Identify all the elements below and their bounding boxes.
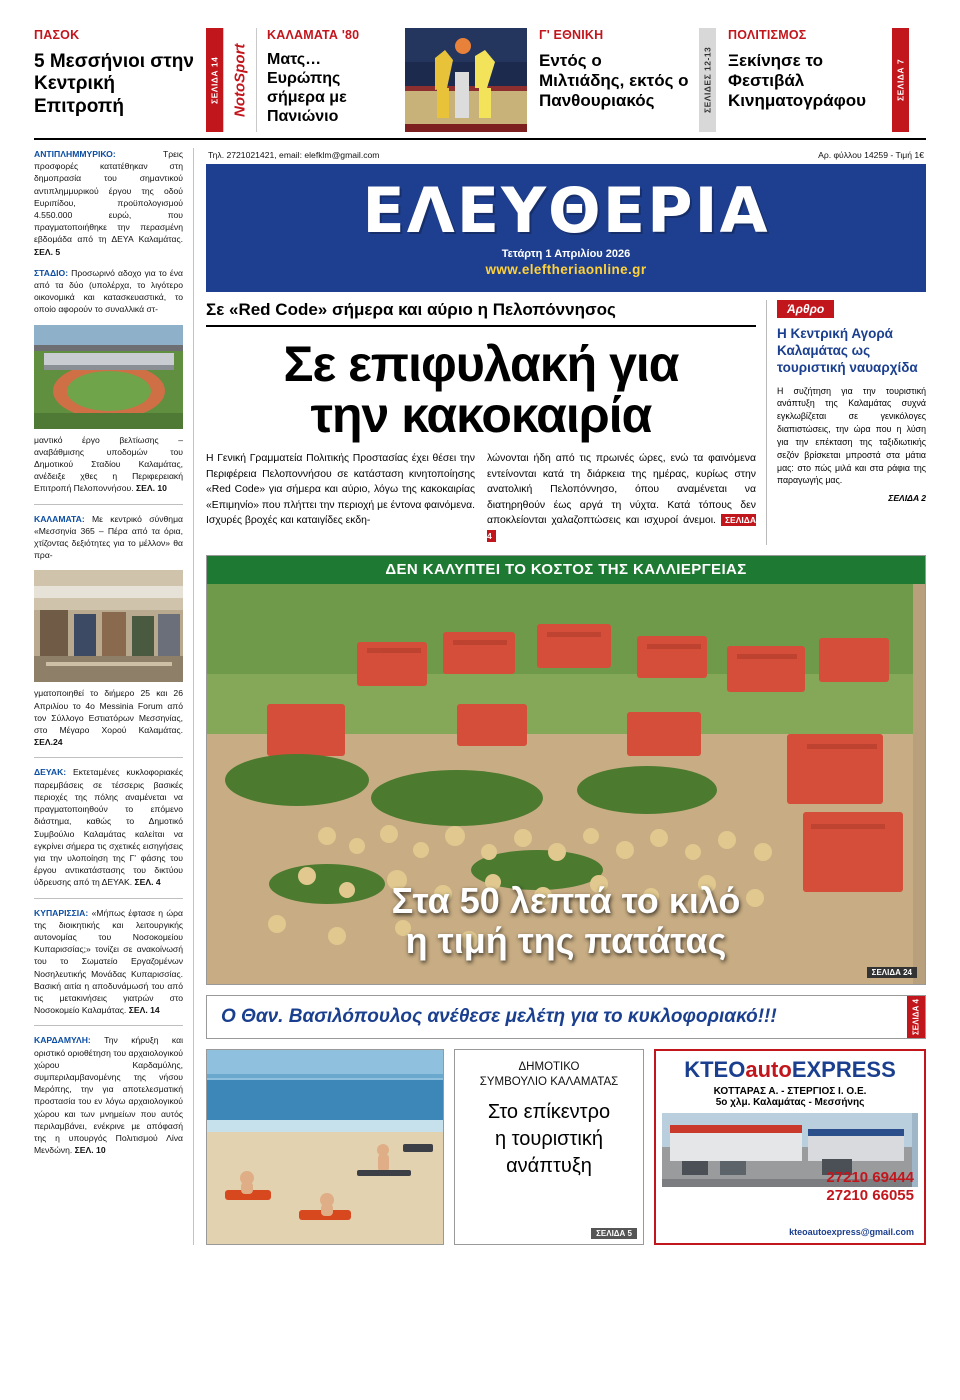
teaser-kicker: ΠΟΛΙΤΙΣΜΟΣ: [728, 28, 807, 42]
brief-divider: [34, 504, 183, 505]
event-photo-illustration: [34, 570, 183, 682]
ad-title-kteo: KTEO: [684, 1056, 746, 1082]
left-briefs-column: [34, 148, 194, 1245]
brief-divider: [34, 1025, 183, 1026]
council-kicker-2: ΣΥΜΒΟΥΛΙΟ ΚΑΛΑΜΑΤΑΣ: [479, 1075, 619, 1088]
ad-phone-1: 27210 69444: [826, 1168, 914, 1186]
lead-body-col-2: [487, 451, 756, 545]
ad-address-line: 5ο χλμ. Καλαμάτας - Μεσσήνης: [715, 1096, 865, 1108]
brief-page-ref: ΣΕΛ. 10: [136, 483, 167, 494]
teaser-title: 5 Μεσσήνιοι στην Κεντρική Επιτροπή: [34, 51, 194, 117]
council-headline-1: Στο επίκεντρο: [487, 1100, 611, 1123]
brief-lead: ΔΕΥΑΚ:: [34, 767, 67, 778]
lead-headline: [206, 336, 756, 443]
contact-info: Τηλ. 2721021421, email: elefklm@gmail.com: [208, 150, 380, 160]
masthead-meta: [206, 148, 926, 164]
brief-page-ref: ΣΕΛ. 5: [34, 246, 61, 257]
brief-item[interactable]: [34, 148, 183, 258]
feature-caption-line-1: Στα 50 λεπτά το κιλό: [391, 880, 741, 922]
brief-page-ref: ΣΕΛ. 4: [134, 877, 161, 888]
main-content-column: [194, 148, 926, 1245]
ad-phone-2: 27210 66055: [826, 1186, 914, 1204]
brief-lead: ΚΑΡΔΑΜΥΛΗ:: [34, 1035, 91, 1046]
ad-title-auto: auto: [745, 1056, 792, 1082]
brief-text: Τρεις προσφορές κατατέθηκαν στη δημοπρασία του σημαντικού αντιπλημμυρικού έργου της οδού Ευριπίδου, προϋπολογισμού 4.550.000 ευρώ, που πραγματοποιήθηκε την περασμένη εβδομάδα από τη ΔΕΥΑ Καλαμάτας.: [34, 149, 183, 245]
lead-headline-line-1: Σε επιφυλακή για: [283, 336, 679, 392]
brief-text: «Μήπως έφτασε η ώρα της διοικητικής και λειτουργικής αυτονομίας του Νοσοκομείου Κυπαρισσίας;» τονίζει σε ανακοίνωσή του το Σωματείο Εργαζομένων Νοσηλευτικής Μονάδας Κυπαρισσίας. Βασική αιτία η αποδυνάμωσή του από τις μετακινήσεις γιατρών στο Νοσοκομείο Καλαμάτας.: [34, 907, 183, 1016]
teaser-title: Ξεκίνησε το Φεστιβάλ Κινηματογράφου: [728, 51, 867, 111]
opinion-tab: Άρθρο: [777, 300, 834, 318]
brief-item[interactable]: [34, 907, 183, 1017]
masthead: [206, 164, 926, 292]
teaser-g-ethniki[interactable]: [527, 28, 699, 132]
teaser-kicker: Γ' ΕΘΝΙΚΗ: [539, 28, 604, 42]
promo-banner[interactable]: [206, 995, 926, 1039]
ad-email[interactable]: kteoautoexpress@gmail.com: [789, 1226, 914, 1237]
header-divider: [34, 138, 926, 140]
lead-page-ref[interactable]: ΣΕΛΙΔΑ 4: [487, 515, 757, 542]
brief-photo-stadium: [34, 325, 183, 429]
brief-lead: ΑΝΤΙΠΛΗΜΜΥΡΙΚΟ:: [34, 149, 116, 159]
opinion-title: Η Κεντρική Αγορά Καλαμάτας ως τουριστική ναυαρχίδα: [777, 326, 918, 375]
ad-title: [656, 1057, 924, 1083]
main-grid: [34, 148, 926, 1245]
ad-phone-numbers: [826, 1169, 914, 1206]
feature-caption-line-2: η τιμή της πατάτας: [405, 920, 727, 962]
lead-body-col-1: Η Γενική Γραμματεία Πολιτικής Προστασίας έχει θέσει την Περιφέρεια Πελοποννήσου σε κατάσταση κινητοποίησης «Red Code» για σήμερα και αύριο, λόγω της κακοκαιρίας «Επιμηνίο» που πλήττει την περιοχή με έντονα φαινόμενα. Ισχυρές βροχές και καταιγίδες εκδη-: [206, 453, 475, 527]
teaser-pasok[interactable]: [34, 28, 206, 132]
teaser-kicker: ΠΑΣΟΚ: [34, 28, 80, 42]
brief-item[interactable]: [34, 513, 183, 562]
feature-caption: [207, 881, 925, 962]
brief-divider: [34, 898, 183, 899]
lead-headline-line-2: την κακοκαιρία: [310, 387, 652, 443]
teaser-page-tab-pasok: ΣΕΛΙΔΑ 14: [206, 28, 223, 132]
brief-item[interactable]: [34, 434, 183, 495]
brief-item[interactable]: [34, 1034, 183, 1156]
promo-banner-text: Ο Θαν. Βασιλόπουλος ανέθεσε μελέτη για το κυκλοφοριακό!!!: [221, 1005, 777, 1027]
bottom-row: [206, 1049, 926, 1245]
brief-text: Με κεντρικό σύνθημα «Μεσσηνία 365 – Πέρα από τα όρια, χτίζοντας δεξιότητες για το μέλλον» θα πρα-: [34, 513, 183, 561]
brief-photo-event: [34, 570, 183, 682]
teaser-title: Εντός ο Μιλτιάδης, εκτός ο Πανθουριακός: [539, 51, 689, 111]
brief-divider: [34, 757, 183, 758]
opinion-page-ref: ΣΕΛΙΔΑ 2: [888, 493, 926, 504]
feature-photo-story[interactable]: [206, 555, 926, 985]
top-teaser-strip: [34, 28, 926, 132]
teaser-photo-basketball: [405, 28, 527, 132]
brief-text: γματοποιηθεί το διήμερο 25 και 26 Απριλίου το 4ο Messinia Forum από τον Σύλλογο Εστιατόρων Μεσσηνίας, στο Μέγαρο Χορού Καλαμάτας.: [34, 688, 183, 736]
lead-kicker: Σε «Red Code» σήμερα και αύριο η Πελοπόννησος: [206, 300, 756, 327]
brief-page-ref: ΣΕΛ. 10: [74, 1145, 106, 1156]
brief-item[interactable]: [34, 267, 183, 316]
beach-photo-illustration: [207, 1050, 443, 1244]
council-page-ref[interactable]: ΣΕΛΙΔΑ 5: [591, 1228, 637, 1239]
brief-text: μαντικό έργο βελτίωσης – αναβάθμισης υποδομών του Δημοτικού Σταδίου Καλαμάτας, ανέδειξε χθες η Περιφερειακή Επιτροπή Πελοποννήσου.: [34, 434, 183, 494]
advertisement-kteo[interactable]: [654, 1049, 926, 1245]
newspaper-logo: ΕΛΕΥΘΕΡΙΑ: [362, 173, 770, 247]
brief-page-ref: ΣΕΛ.24: [34, 737, 63, 748]
publication-date: Τετάρτη 1 Απριλίου 2026: [501, 247, 631, 260]
stadium-photo-illustration: [34, 325, 183, 429]
brief-text: Εκτεταμένες κυκλοφοριακές παρεμβάσεις σε τέσσερις βασικές περιοχές της πόλης αναμένεται να πραγματοποιηθούν το επόμενο διάστημα, καθώς το Δημοτικό Συμβούλιο Καλαμάτας καλείται να εγκρίνει σήμερα τις σχετικές εισηγήσεις για την υλοποίηση της Γ' φάσης του έργου αντικατάστασης του δικτύου ύδρευσης από τη ΔΕΥΑΚ.: [34, 767, 183, 888]
issue-info: Αρ. φύλλου 14259 - Τιμή 1€: [818, 150, 924, 160]
teaser-title: Ματς… Ευρώπης σήμερα με Πανιώνιο: [267, 51, 347, 125]
notosport-logo: NotoSport: [223, 28, 257, 132]
council-headline-3: ανάπτυξη: [506, 1154, 592, 1177]
brief-item[interactable]: [34, 687, 183, 748]
teaser-page-tab-sports: ΣΕΛΙΔΕΣ 12-13: [699, 28, 716, 132]
brief-item[interactable]: [34, 766, 183, 888]
promo-banner-page-tab: ΣΕΛΙΔΑ 4: [907, 996, 925, 1038]
basketball-photo-illustration: [405, 28, 527, 132]
website-url[interactable]: www.eleftheriaonline.gr: [485, 261, 647, 277]
ad-company-line: ΚΟΤΤΑΡΑΣ Α. - ΣΤΕΡΓΙΟΣ Ι. Ο.Ε.: [713, 1085, 867, 1097]
brief-page-ref: ΣΕΛ. 14: [128, 1005, 160, 1016]
brief-lead: ΣΤΑΔΙΟ:: [34, 267, 69, 278]
council-kicker-1: ΔΗΜΟΤΙΚΟ: [518, 1060, 580, 1073]
opinion-box[interactable]: [766, 300, 926, 545]
brief-lead: ΚΥΠΑΡΙΣΣΙΑ:: [34, 907, 89, 918]
brief-lead: ΚΑΛΑΜΑΤΑ:: [34, 513, 85, 524]
council-headline-2: η τουριστική: [495, 1127, 603, 1150]
lead-story: [206, 300, 926, 545]
feature-page-ref[interactable]: ΣΕΛΙΔΑ 24: [867, 967, 917, 978]
opinion-body: Η συζήτηση για την τουριστική ανάπτυξη της Καλαμάτας συχνά εγκλωβίζεται σε γενικόλογες διαπιστώσεις, την ώρα που η λύση για την επέκταση της ταξιδιωτικής σεζόν βρίσκεται μπροστά στα μάτια μας: στο πώς μιλά και στα ράφια της παραγωγής μας.: [777, 385, 926, 486]
brief-text: Την κήρυξη και οριστικό οριοθέτηση του αρχαιολογικού χώρου Καρδαμύλης, συμπεριλαμβανομένης της νήσου Μερόπης, την για αποτελεσματική προστασία του εν λόγω αρχαιολογικού χώρου και των μνημείων που αυτός περιλαμβάνει, ενέκρινε με απόφασή της η υπουργός Πολιτισμού Λίνα Μενδώνη.: [34, 1035, 183, 1156]
council-story[interactable]: [454, 1049, 644, 1245]
brief-text: Προσωρινό αδοχο για το ένα από τα δύο (υπολέρχα, το λιγότερο οικονομικά και κατασκευαστικά, το οποίο αφορούν το συναλλικά στ-: [34, 267, 183, 315]
feature-band-label: ΔΕΝ ΚΑΛΥΠΤΕΙ ΤΟ ΚΟΣΤΟΣ ΤΗΣ ΚΑΛΛΙΕΡΓΕΙΑΣ: [207, 556, 925, 584]
lead-story-main[interactable]: [206, 300, 766, 545]
ad-title-express: EXPRESS: [791, 1056, 896, 1082]
teaser-kicker: ΚΑΛΑΜΑΤΑ '80: [267, 28, 360, 42]
lead-body: [206, 451, 756, 545]
teaser-page-tab-culture: ΣΕΛΙΔΑ 7: [892, 28, 909, 132]
beach-photo: [206, 1049, 444, 1245]
lead-body-col-2-text: λώνονται ήδη από τις πρωινές ώρες, ενώ τα φαινόμενα εντείνονται κατά τη διάρκεια της ημέρας, κυρίως στην ανατολική Πελοπόννησο, όπου αναμένεται να διατηρηθούν έως αργά τη νύχτα. Κατά τόπους δεν αποκλείονται χαλαζοπτώσεις και ισχυροί άνεμοι.: [487, 453, 756, 527]
teaser-kalamata80[interactable]: [257, 28, 405, 132]
teaser-politismos[interactable]: [716, 28, 892, 132]
